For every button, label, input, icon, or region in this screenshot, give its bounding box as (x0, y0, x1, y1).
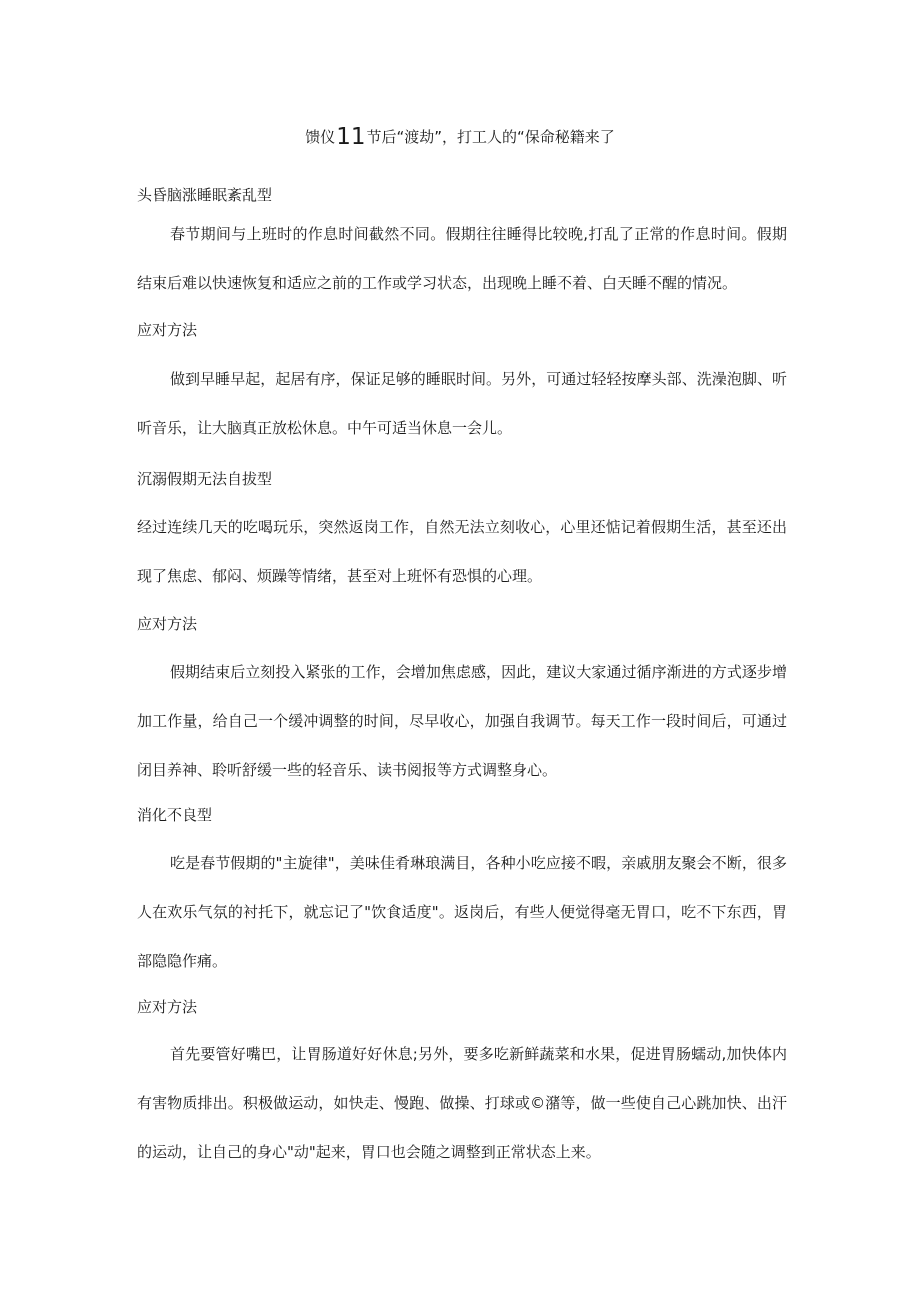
section-description-holiday: 经过连续几天的吃喝玩乐，突然返岗工作，自然无法立刻收心，心里还惦记着假期生活，甚至还出现了焦虑、郁闷、烦躁等情绪，甚至对上班怀有恐惧的心理。 (137, 518, 787, 585)
method-text-sleep: 做到早睡早起，起居有序，保证足够的睡眠时间。另外，可通过轻轻按摩头部、洗澡泡脚、听听音乐，让大脑真正放松休息。中午可适当休息一会儿。 (137, 370, 787, 437)
method-text-digestion: 首先要管好嘴巴，让胃肠道好好休息;另外，要多吃新鲜蔬菜和水果，促进胃肠蠕动,加快体内有害物质排出。积极做运动，如快走、慢跑、做操、打球或©潴等，做一些使自己心跳加快、出汗的运动，让自己的身心"动"起来，胃口也会随之调整到正常状态上来。 (137, 1045, 787, 1161)
method-heading-digestion: 应对方法 (137, 998, 198, 1016)
title-prefix: 馈仪 (305, 128, 336, 146)
method-heading-holiday: 应对方法 (137, 615, 198, 633)
method-heading-sleep: 应对方法 (137, 321, 198, 339)
section-description-digestion: 吃是春节假期的"主旋律"，美味佳肴琳琅满目，各种小吃应接不暇，亲戚朋友聚会不断，很多人在欢乐气氛的衬托下，就忘记了"饮食适度"。返岗后，有些人便觉得毫无胃口，吃不下东西，胃部隐隐作痛。 (137, 854, 787, 970)
title-suffix: 节后“渡劫”，打工人的“保命秘籍来了 (366, 128, 615, 146)
section-description-sleep: 春节期间与上班时的作息时间截然不同。假期往往睡得比较晚,打乱了正常的作息时间。假期结束后难以快速恢复和适应之前的工作或学习状态，出现晚上睡不着、白天睡不醒的情况。 (137, 225, 787, 292)
section-heading-sleep: 头昏脑涨睡眠紊乱型 (137, 186, 273, 204)
title-number: 11 (336, 124, 366, 150)
document-title (0, 122, 920, 152)
section-heading-digestion: 消化不良型 (137, 806, 213, 824)
section-heading-holiday: 沉溺假期无法自拔型 (137, 470, 273, 488)
method-text-holiday: 假期结束后立刻投入紧张的工作，会增加焦虑感，因此，建议大家通过循序渐进的方式逐步增加工作量，给自己一个缓冲调整的时间，尽早收心，加强自我调节。每天工作一段时间后，可通过闭目养神、聆听舒缓一些的轻音乐、读书阅报等方式调整身心。 (137, 663, 787, 779)
